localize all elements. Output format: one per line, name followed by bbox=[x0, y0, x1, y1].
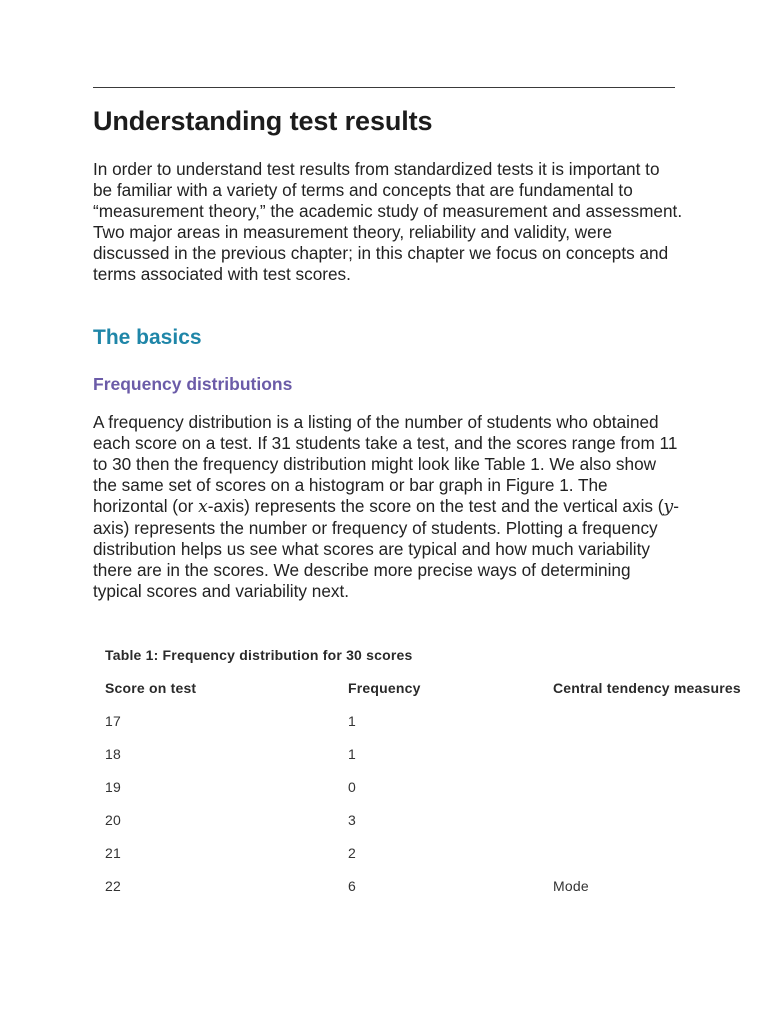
header-score: Score on test bbox=[105, 680, 197, 696]
cell-score: 22 bbox=[105, 878, 121, 894]
body-text-part1: A frequency distribution is a listing of the number of students who obtained each score on a test. If 31 students take a test, and the scores range from 11 to 30 then the frequency distribution might look like Table 1. We also show the same set of scores on a histogram or bar graph in Figure 1. The horizontal (or bbox=[93, 412, 678, 516]
x-variable: x bbox=[198, 497, 208, 517]
cell-frequency: 3 bbox=[348, 812, 356, 828]
y-variable: y bbox=[663, 497, 674, 517]
section-heading: The basics bbox=[93, 326, 202, 349]
table-row bbox=[105, 738, 765, 771]
cell-frequency: 2 bbox=[348, 845, 356, 861]
table-row bbox=[105, 804, 765, 837]
header-frequency: Frequency bbox=[348, 680, 421, 696]
subsection-heading: Frequency distributions bbox=[93, 374, 293, 394]
table-row bbox=[105, 870, 765, 903]
cell-frequency: 6 bbox=[348, 878, 356, 894]
body-paragraph bbox=[93, 412, 683, 602]
table-caption: Table 1: Frequency distribution for 30 scores bbox=[105, 647, 413, 663]
cell-score: 21 bbox=[105, 845, 121, 861]
cell-frequency: 1 bbox=[348, 713, 356, 729]
cell-score: 19 bbox=[105, 779, 121, 795]
cell-measure: Mode bbox=[553, 878, 589, 894]
table-row bbox=[105, 771, 765, 804]
cell-frequency: 0 bbox=[348, 779, 356, 795]
top-divider bbox=[93, 87, 675, 88]
cell-frequency: 1 bbox=[348, 746, 356, 762]
header-central-tendency: Central tendency measures bbox=[553, 680, 741, 696]
body-text-part2: -axis) represents the score on the test and the vertical axis ( bbox=[207, 496, 664, 516]
frequency-table bbox=[105, 672, 765, 903]
table-row bbox=[105, 837, 765, 870]
page-title: Understanding test results bbox=[93, 106, 433, 136]
body-text-part3: -axis) represents the number or frequency of students. Plotting a frequency distribution helps us see what scores are typical and how much variability there are in the scores. We describe more precise ways of determining typical scores and variability next. bbox=[93, 496, 679, 601]
cell-score: 20 bbox=[105, 812, 121, 828]
table-header-row bbox=[105, 672, 765, 705]
cell-score: 17 bbox=[105, 713, 121, 729]
cell-score: 18 bbox=[105, 746, 121, 762]
intro-paragraph: In order to understand test results from standardized tests it is important to be familiar with a variety of terms and concepts that are fundamental to “measurement theory,” the academic study of measurement and assessment. Two major areas in measurement theory, reliability and validity, were discussed in the previous chapter; in this chapter we focus on concepts and terms associated with test scores. bbox=[93, 159, 683, 284]
table-row bbox=[105, 705, 765, 738]
